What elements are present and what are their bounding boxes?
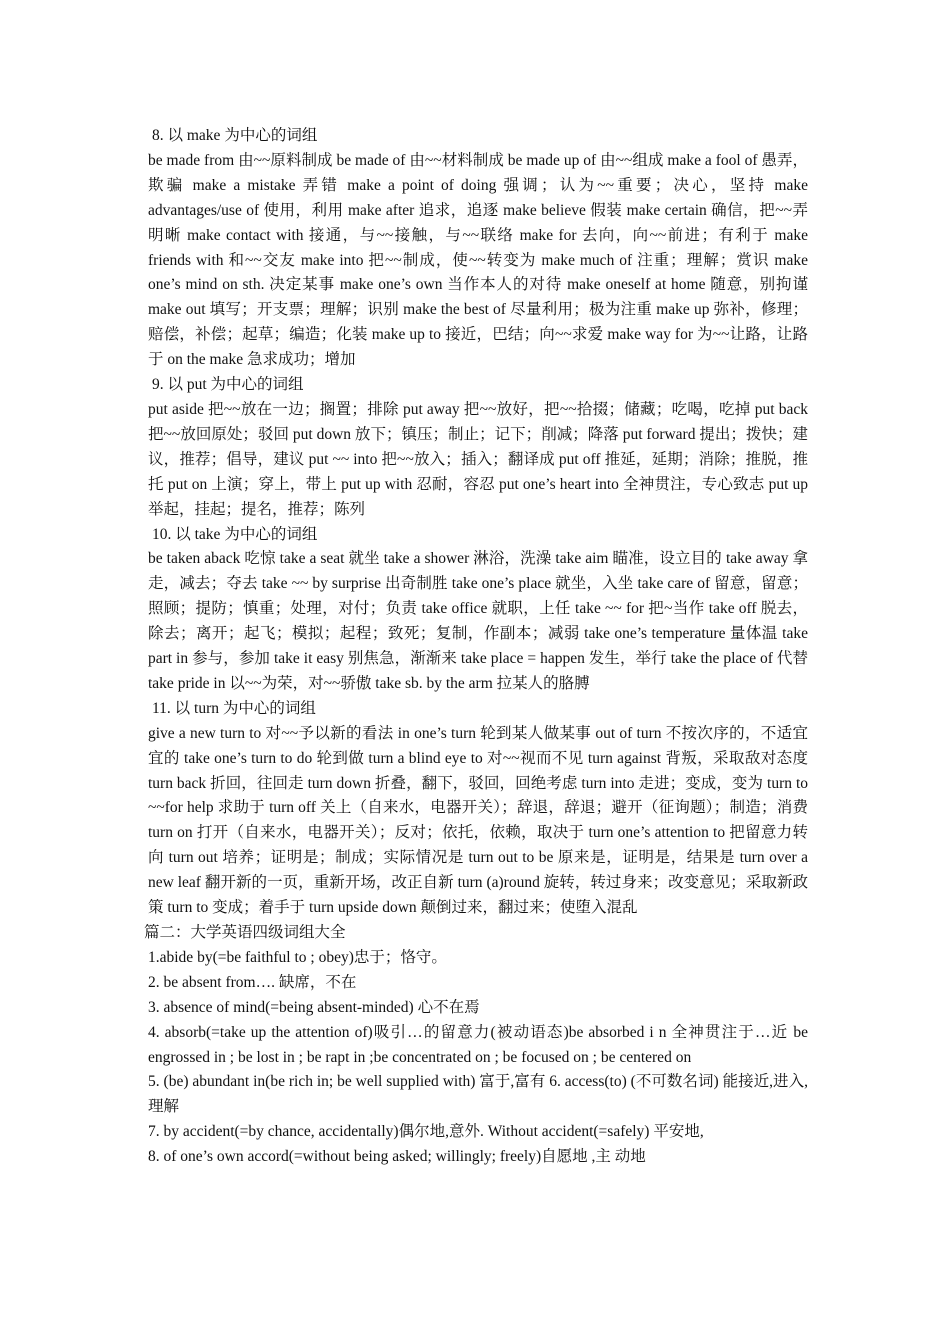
paragraph-put-phrases: put aside 把~~放在一边；搁置；排除 put away 把~~放好，把~~拾掇；储藏；吃喝，吃掉 put back 把~~放回原处；驳回 put down 放下；镇压；制止；记下；削减；降落 put forward 提出；拨快；建议，推荐；倡导，建议 put ~~ into 把~~放入；插入；翻译成 put off 推延，延期；消除；推脱，推托 put on 上演；穿上，带上 put up with 忍耐，容忍 put one’s heart into 全神贯注，专心致志 put up 举起，挂起；提名，推荐；陈列: [148, 400, 808, 518]
list-item: 7. by accident(=by chance, accidentally)偶尔地,意外. Without accident(=safely) 平安地,: [148, 1123, 704, 1141]
list-item: 8. of one’s own accord(=without being asked; willingly; freely)自愿地 ,主 动地: [148, 1148, 646, 1166]
document-body: [144, 124, 808, 1170]
heading-take: 10. 以 take 为中心的词组: [152, 525, 318, 543]
heading-make: 8. 以 make 为中心的词组: [152, 127, 318, 144]
list-item: 3. absence of mind(=being absent-minded) 心不在焉: [148, 998, 480, 1016]
list-item: 4. absorb(=take up the attention of)吸引…的留意力(被动语态)be absorbed i n 全神贯注于…近 be engrossed in ; be lost in ; be rapt in ;be concentrated on ; be focused on ; be centered on: [148, 1023, 808, 1066]
heading-turn: 11. 以 turn 为中心的词组: [152, 699, 316, 717]
paragraph-turn-phrases: give a new turn to 对~~予以新的看法 in one’s turn 轮到某人做某事 out of turn 不按次序的，不适宜宜的 take one’s turn to do 轮到做 turn a blind eye to 对~~视而不见 turn against 背叛，采取敌对态度 turn back 折回，往回走 turn down 折叠，翻下，驳回，回绝考虑 turn into 走进；变成，变为 turn to ~~for help 求助于 turn off 关上（自来水，电器开关）；辞退，辞退；避开（征询题）；制造；消费 turn on 打开（自来水，电器开关）；反对；依托，依赖，取决于 turn one’s attention to 把留意力转向 turn out 培养；证明是；制成；实际情况是 turn out to be 原来是，证明是，结果是 turn over a new leaf 翻开新的一页，重新开场，改正自新 turn (a)round 旋转，转过身来；改变意见；采取新政策 turn to 变成；着手于 turn upside down 颠倒过来，翻过来；使堕入混乱: [148, 724, 808, 917]
paragraph-make-phrases: be made from 由~~原料制成 be made of 由~~材料制成 be made up of 由~~组成 make a fool of 愚弄，欺骗 make a mistake 弄错 make a point of doing 强调；认为~~重要；决心，坚持 make advantages/use of 使用，利用 make after 追求，追逐 make believe 假装 make certain 确信，把~~弄明晰 make contact with 接通，与~~接触，与~~联络 make for 去向，向~~前进；有利于 make friends with 和~~交友 make into 把~~制成，使~~转变为 make much of 注重；理解；赏识 make one’s mind on sth. 决定某事 make one’s own 当作本人的对待 make oneself at home 随意，别拘谨 make out 填写；开支票；理解；识别 make the best of 尽量利用；极为注重 make up 弥补，修理；赔偿，补偿；起草；编造；化装 make up to 接近，巴结；向~~求爱 make way for 为~~让路，让路于 on the make 急求成功；增加: [148, 151, 808, 369]
list-item: 2. be absent from…. 缺席，不在: [148, 973, 357, 991]
heading-put: 9. 以 put 为中心的词组: [152, 376, 304, 394]
list-item: 1.abide by(=be faithful to ; obey)忠于；恪守。: [148, 948, 447, 966]
section-title: 篇二：大学英语四级词组大全: [144, 924, 346, 941]
paragraph-take-phrases: be taken aback 吃惊 take a seat 就坐 take a shower 淋浴，洗澡 take aim 瞄准，设立目的 take away 拿走，减去；夺去 take ~~ by surprise 出奇制胜 take one’s place 就坐，入坐 take care of 留意，留意；照顾；提防；慎重；处理，对付；负责 take office 就职，上任 take ~~ for 把~当作 take off 脱去，除去；离开；起飞；模拟；起程；致死；复制，作副本；减弱 take one’s temperature 量体温 take part in 参与，参加 take it easy 别焦急，渐渐来 take place = happen 发生，举行 take the place of 代替 take pride in 以~~为荣，对~~骄傲 take sb. by the arm 拉某人的胳膊: [148, 550, 808, 692]
list-item: 5. (be) abundant in(be rich in; be well supplied with) 富于,富有 6. access(to) (不可数名词) 能接近,进入,理解: [148, 1073, 808, 1116]
